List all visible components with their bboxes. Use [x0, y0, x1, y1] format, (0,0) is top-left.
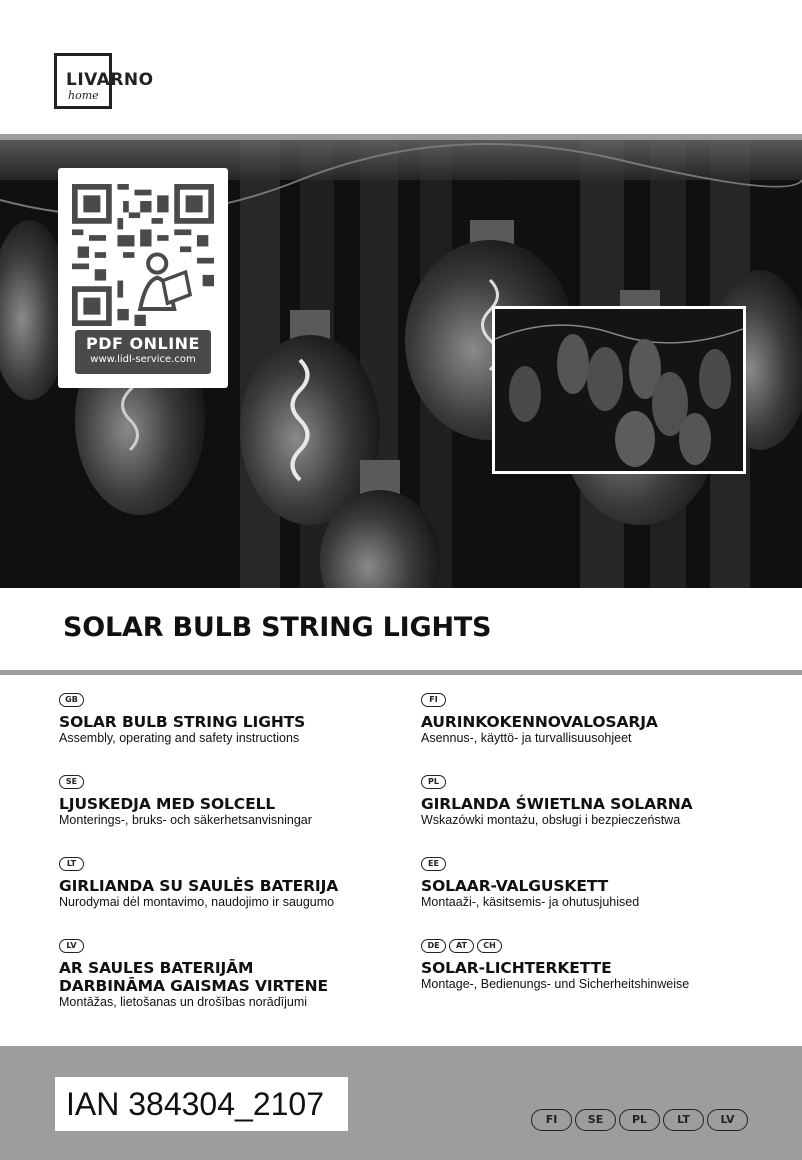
country-badge-pl: PL	[421, 775, 446, 789]
lang-subtitle: Assembly, operating and safety instructions	[59, 731, 300, 745]
qr-code-icon	[72, 184, 214, 326]
footer-badge-pl: PL	[619, 1109, 660, 1131]
country-badge-lt: LT	[59, 857, 84, 871]
inset-bulbs-illustration	[495, 309, 743, 471]
footer-badge-lt: LT	[663, 1109, 704, 1131]
page-title: SOLAR BULB STRING LIGHTS	[63, 612, 492, 643]
lang-block-de	[421, 939, 761, 992]
lang-badges	[59, 775, 399, 789]
lang-badges	[421, 857, 761, 871]
qr-card[interactable]	[58, 168, 228, 388]
lang-title: GIRLIANDA SU SAULĖS BATERIJA	[59, 877, 339, 895]
lang-badges	[59, 693, 399, 707]
lang-subtitle: Montage-, Bedienungs- und Sicherheitshinweise	[421, 977, 690, 991]
title-divider	[0, 670, 802, 675]
footer-country-badges	[531, 1109, 748, 1131]
lang-subtitle: Nurodymai dėl montavimo, naudojimo ir saugumo	[59, 895, 335, 909]
lang-badges	[421, 939, 761, 953]
pdf-online-title: PDF ONLINE	[86, 334, 200, 353]
lang-block-lv	[59, 939, 399, 1010]
country-badge-se: SE	[59, 775, 84, 789]
ian-number: IAN 384304_2107	[55, 1077, 348, 1131]
lang-subtitle: Asennus-, käyttö- ja turvallisuusohjeet	[421, 731, 632, 745]
pdf-online-label	[75, 330, 211, 374]
lang-block-lt	[59, 857, 399, 910]
lang-badges	[59, 939, 399, 953]
country-badge-gb: GB	[59, 693, 84, 707]
lang-block-se	[59, 775, 399, 828]
lang-title: SOLAR BULB STRING LIGHTS	[59, 713, 306, 731]
country-badge-ee: EE	[421, 857, 446, 871]
brand-sub: home	[68, 89, 99, 102]
lang-badges	[59, 857, 399, 871]
lang-title: GIRLANDA ŚWIETLNA SOLARNA	[421, 795, 693, 813]
lang-title: AURINKOKENNOVALOSARJA	[421, 713, 658, 731]
footer-badge-fi: FI	[531, 1109, 572, 1131]
lang-subtitle: Monterings-, bruks- och säkerhetsanvisningar	[59, 813, 312, 827]
lang-block-fi	[421, 693, 761, 746]
pdf-online-url[interactable]: www.lidl-service.com	[90, 354, 196, 365]
lang-subtitle: Montāžas, lietošanas un drošības norādījumi	[59, 995, 308, 1009]
country-badge-at: AT	[449, 939, 474, 953]
brand-logo	[54, 53, 154, 109]
footer-badge-lv: LV	[707, 1109, 748, 1131]
brand-name: LIVARNO	[66, 70, 154, 90]
footer-badge-se: SE	[575, 1109, 616, 1131]
lang-subtitle: Wskazówki montażu, obsługi i bezpieczeństwa	[421, 813, 681, 827]
lang-title: AR SAULES BATERIJĀM DARBINĀMA GAISMAS VIRTENE	[59, 959, 329, 995]
country-badge-ch: CH	[477, 939, 502, 953]
country-badge-fi: FI	[421, 693, 446, 707]
lang-subtitle: Montaaži-, käsitsemis- ja ohutusjuhised	[421, 895, 640, 909]
lang-title: LJUSKEDJA MED SOLCELL	[59, 795, 276, 813]
lang-block-ee	[421, 857, 761, 910]
lang-badges	[421, 693, 761, 707]
lang-block-gb	[59, 693, 399, 746]
lang-title: SOLAR-LICHTERKETTE	[421, 959, 612, 977]
lang-block-pl	[421, 775, 761, 828]
inset-photo	[492, 306, 746, 474]
lang-title: SOLAAR-VALGUSKETT	[421, 877, 609, 895]
country-badge-lv: LV	[59, 939, 84, 953]
lang-badges	[421, 775, 761, 789]
country-badge-de: DE	[421, 939, 446, 953]
